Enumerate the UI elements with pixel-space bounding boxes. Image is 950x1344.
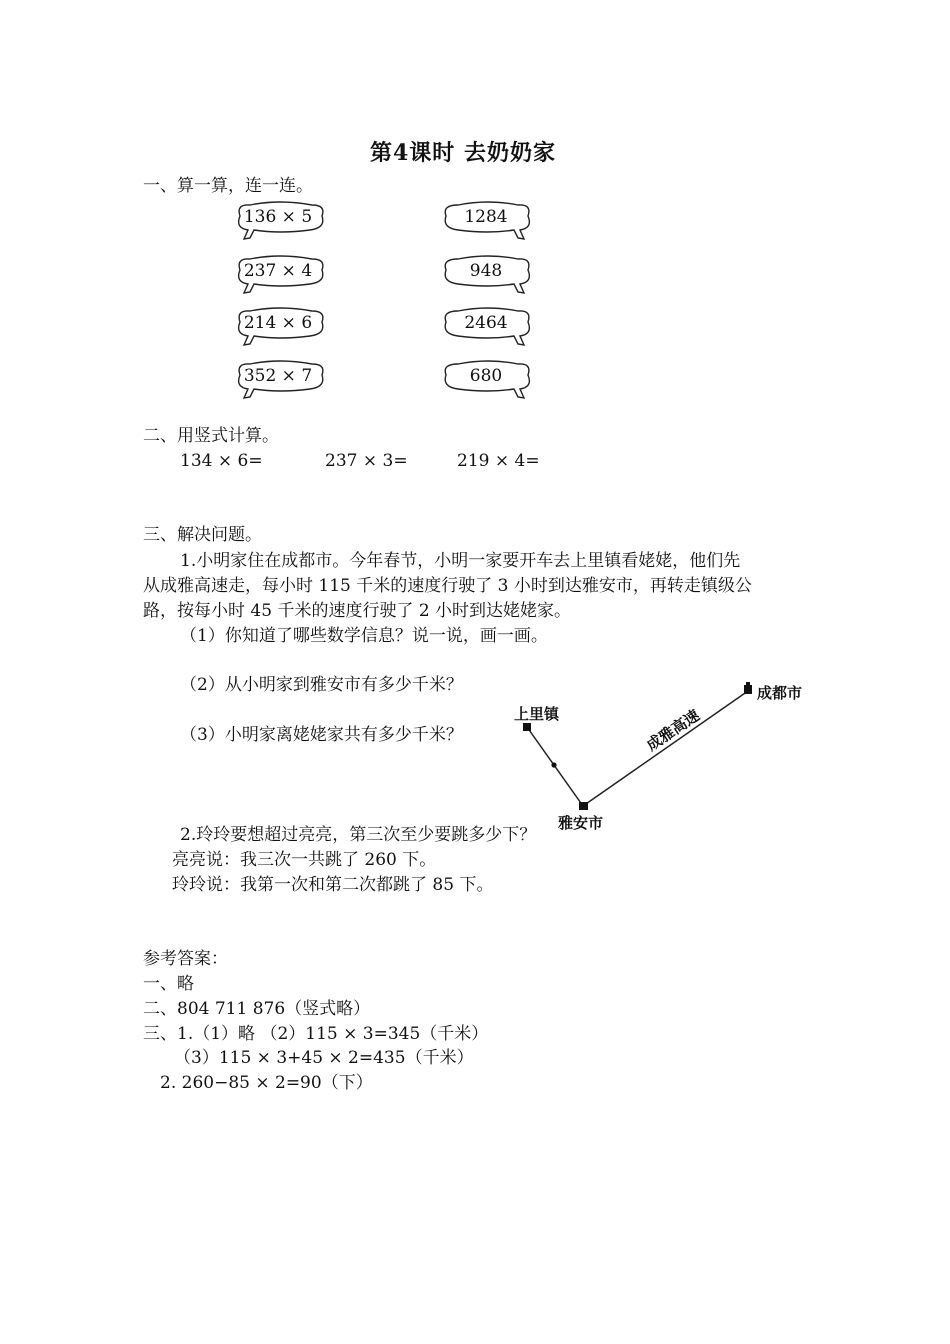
bubble-right-3[interactable] [440, 306, 536, 350]
problem1-line-2: 从成雅高速走，每小时 115 千米的速度行驶了 3 小时到达雅安市，再转走镇级公 [143, 576, 752, 596]
map-label-highway: 成雅高速 [643, 706, 703, 755]
bubble-left-2[interactable] [232, 254, 328, 298]
bubble-right-2-label: 948 [469, 261, 503, 281]
bubble-right-1[interactable] [440, 200, 536, 244]
bubble-right-4-label: 680 [469, 366, 503, 386]
vertical-calc-problem-2: 237 × 3= [325, 451, 408, 471]
problem1-question-1: （1）你知道了哪些数学信息？说一说，画一画。 [180, 626, 548, 646]
problem2-lingling: 玲玲说：我第一次和第二次都跳了 85 下。 [172, 875, 494, 895]
section1-heading: 一、算一算，连一连。 [143, 176, 313, 196]
answer-2: 二、804 711 876（竖式略） [143, 999, 371, 1019]
chengdu-marker [744, 685, 752, 694]
page-title: 第4课时 去奶奶家 [370, 140, 556, 166]
problem1-question-2: （2）从小明家到雅安市有多少千米？ [180, 675, 463, 695]
problem1-line-3: 路，按每小时 45 千米的速度行驶了 2 小时到达姥姥家。 [143, 601, 572, 621]
bubble-left-4-label: 352 × 7 [243, 366, 313, 386]
vertical-calc-problem-1: 134 × 6= [180, 451, 263, 471]
map-label-chengdu: 成都市 [757, 684, 803, 702]
problem1-line-1: 1.小明家住在成都市。今年春节，小明一家要开车去上里镇看姥姥，他们先 [180, 551, 741, 571]
shanglizhen-marker [523, 723, 531, 731]
highway-yaan-chengdu [583, 691, 748, 806]
answers-heading: 参考答案： [143, 949, 228, 969]
bubble-right-1-label: 1284 [464, 207, 508, 227]
yaan-marker [579, 802, 588, 810]
problem2-question: 2.玲玲要想超过亮亮，第三次至少要跳多少下？ [180, 825, 537, 845]
chengdu-marker-top [746, 682, 750, 686]
map-label-shanglizhen: 上里镇 [514, 705, 560, 723]
bubble-right-3-label: 2464 [464, 313, 508, 333]
vertical-calc-problem-3: 219 × 4= [457, 451, 540, 471]
answer-3-1: 三、1.（1）略 （2）115 × 3=345（千米） [143, 1024, 489, 1044]
section3-heading: 三、解决问题。 [143, 525, 262, 545]
problem1-question-3: （3）小明家离姥姥家共有多少千米？ [180, 725, 463, 745]
answer-3-2: （3）115 × 3+45 × 2=435（千米） [174, 1048, 474, 1068]
problem2-liangliang: 亮亮说：我三次一共跳了 260 下。 [172, 850, 437, 870]
bubble-left-1-label: 136 × 5 [243, 207, 313, 227]
bubble-left-3[interactable] [232, 306, 328, 350]
bubble-left-3-label: 214 × 6 [243, 313, 313, 333]
bubble-right-2[interactable] [440, 254, 536, 298]
answer-1: 一、略 [143, 974, 194, 994]
answer-3-3: 2. 260−85 × 2=90（下） [160, 1073, 373, 1093]
bubble-right-4[interactable] [440, 359, 536, 403]
bubble-left-4[interactable] [232, 359, 328, 403]
bubble-left-2-label: 237 × 4 [243, 261, 313, 281]
bubble-left-1[interactable] [232, 200, 328, 244]
waypoint-dot [551, 762, 556, 767]
section2-heading: 二、用竖式计算。 [143, 426, 279, 446]
map-label-yaan: 雅安市 [558, 814, 604, 832]
